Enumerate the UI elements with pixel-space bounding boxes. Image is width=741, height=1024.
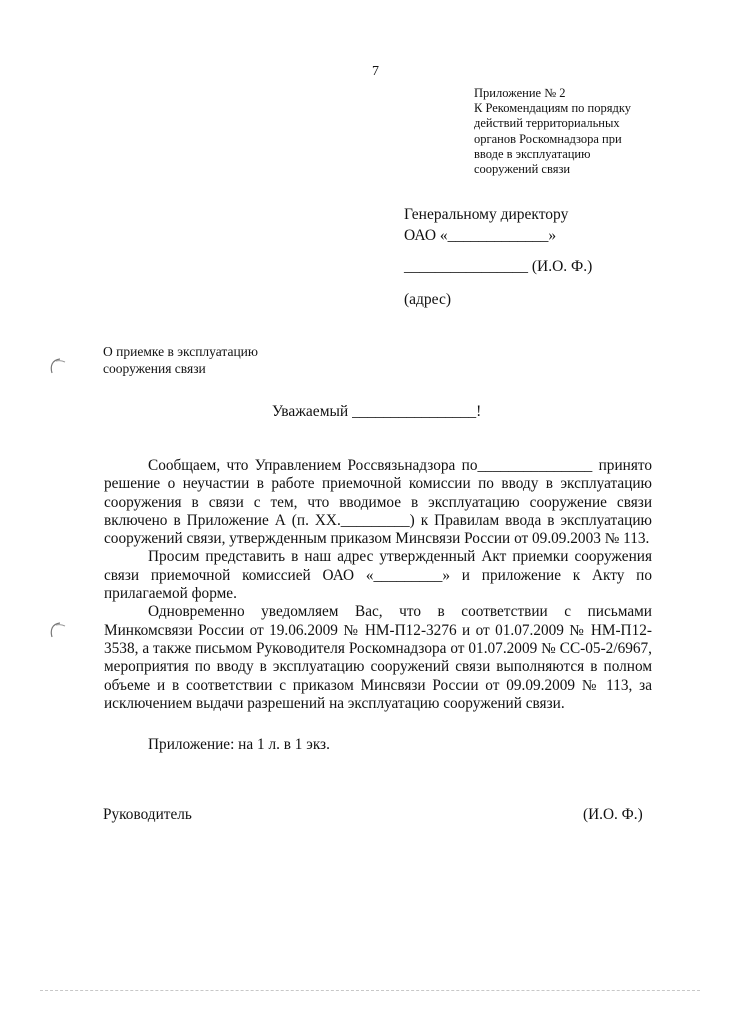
- addressee-address: (адрес): [404, 291, 451, 308]
- attachment-note: Приложение: на 1 л. в 1 экз.: [148, 736, 330, 753]
- addressee-position: Генеральному директору: [404, 206, 569, 223]
- subject-line: О приемке в эксплуатацию: [103, 344, 258, 359]
- letter-subject: [103, 343, 258, 377]
- appendix-line: сооружений связи: [474, 162, 571, 177]
- appendix-line: К Рекомендациям по порядку: [474, 101, 631, 116]
- appendix-line: органов Роскомнадзора при: [474, 131, 622, 146]
- appendix-reference: [474, 86, 674, 177]
- addressee-block: [404, 204, 568, 246]
- salutation: Уважаемый ________________!: [272, 403, 482, 420]
- body-paragraph: Одновременно уведомляем Вас, что в соответствии с письмами Минкомсвязи России от 19.06.2009 № НМ-П12-3276 и от 01.07.2009 № НМ-П12-3538, а также письмом Руководителя Роскомнадзора от 01.07.2009 № СС-05-2/6967, мероприятия по вводу в эксплуатацию сооружений связи выполняются в полном объеме и в соответствии с приказом Минсвязи России от 09.09.2009 № 113, за исключением выдачи разрешений на эксплуатацию сооружений связи.: [104, 603, 652, 712]
- appendix-line: действий территориальных: [474, 116, 620, 131]
- letter-body: [104, 457, 652, 713]
- appendix-line: Приложение № 2: [474, 86, 566, 100]
- body-paragraph: Просим представить в наш адрес утвержденный Акт приемки сооружения связи приемочной комиссией ОАО «_________» и приложение к Акту по прилагаемой форме.: [104, 548, 652, 603]
- appendix-line: вводе в эксплуатацию: [474, 146, 591, 161]
- signatory-name: (И.О. Ф.): [583, 806, 643, 823]
- addressee-company: ОАО «_____________»: [404, 227, 557, 244]
- addressee-name-line: ________________ (И.О. Ф.): [404, 258, 593, 275]
- subject-line: сооружения связи: [103, 361, 206, 376]
- body-paragraph: Сообщаем, что Управлением Россвязьнадзора по_______________ принято решение о неучастии в работе приемочной комиссии по вводу в эксплуатацию сооружения в связи с тем, что вводимое в эксплуатацию сооружение связи включено в Приложение А (п. XX._________) к Правилам ввода в эксплуатацию сооружений связи, утвержденным приказом Минсвязи России от 09.09.2003 № 113.: [104, 457, 652, 548]
- scan-edge-artifact: [40, 990, 700, 995]
- punch-hole-mark: [46, 620, 68, 642]
- page-number: 7: [372, 64, 379, 79]
- signatory-title: Руководитель: [103, 806, 192, 823]
- punch-hole-mark: [46, 356, 68, 378]
